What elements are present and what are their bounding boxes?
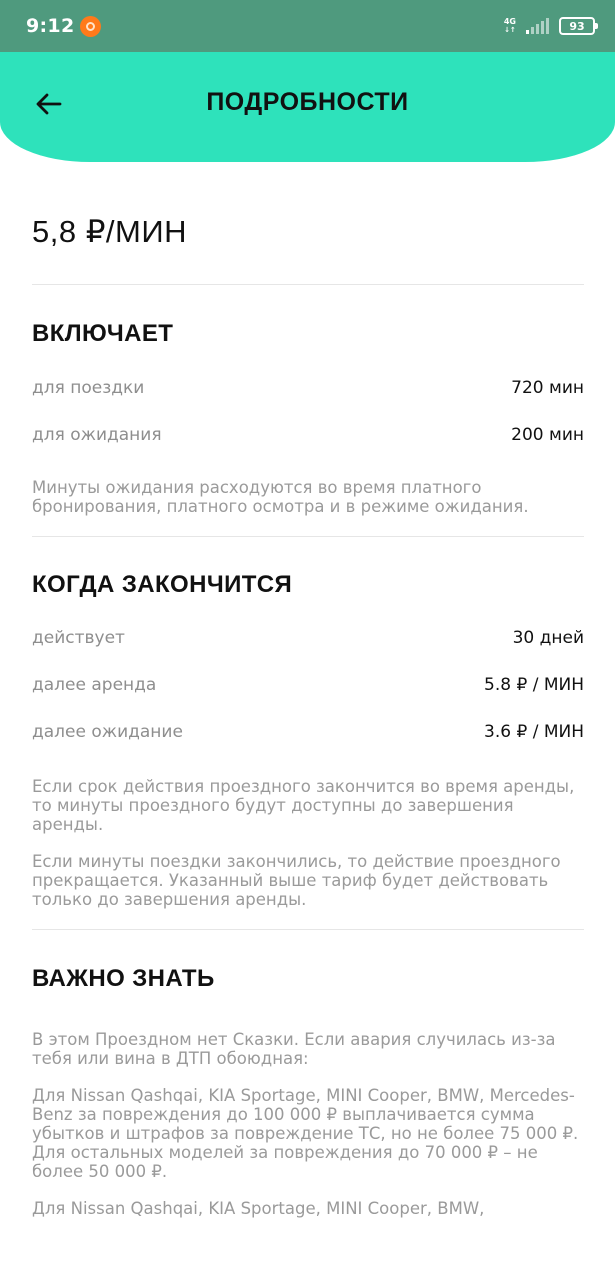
row-value: 5.8 ₽ / МИН [484,674,584,695]
header [0,52,615,162]
status-bar [0,0,615,52]
status-time: 9:12 [26,15,75,37]
expires-note-2: Если минуты поездки закончились, то действие проездного прекращается. Указанный выше тариф будет действовать только до завершения аренды. [32,852,561,909]
row-label: действует [32,627,125,648]
status-indicators [504,17,595,35]
includes-note: Минуты ожидания расходуются во время платного бронирования, платного осмотра и в режиме ожидания. [32,478,529,516]
includes-list [32,364,584,458]
row-rent-rate [32,661,584,708]
section-title-includes: ВКЛЮЧАЕТ [32,320,174,347]
row-trip-minutes [32,364,584,411]
row-label: для ожидания [32,424,162,445]
row-label: далее ожидание [32,721,183,742]
row-valid-period [32,614,584,661]
signal-icon [526,18,549,34]
section-title-important: ВАЖНО ЗНАТЬ [32,965,215,992]
important-note-2: Для Nissan Qashqai, KIA Sportage, MINI Cooper, BMW, Mercedes-Benz за повреждения до 100 000 ₽ выплачивается сумма убытков и штрафов за повреждение ТС, но не более 75 000 ₽. Для остальных моделей за повреждения до 70 000 ₽ – не более 50 000 ₽. [32,1086,579,1181]
row-value: 720 мин [511,377,584,398]
battery-level: 93 [569,19,585,33]
divider [32,536,584,537]
price-per-minute: 5,8 ₽/МИН [32,214,188,249]
section-title-expires: КОГДА ЗАКОНЧИТСЯ [32,571,293,598]
row-label: далее аренда [32,674,157,695]
row-value: 3.6 ₽ / МИН [484,721,584,742]
row-value: 30 дней [512,627,584,648]
notification-icon [80,16,101,37]
important-note-1: В этом Проездном нет Сказки. Если авария случилась из-за тебя или вина в ДТП обоюдная: [32,1030,556,1068]
row-wait-rate [32,708,584,755]
expires-list [32,614,584,755]
divider [32,284,584,285]
expires-note-1: Если срок действия проездного закончится во время аренды, то минуты проездного будут доступны до завершения аренды. [32,777,575,834]
page-title: ПОДРОБНОСТИ [206,88,409,116]
row-value: 200 мин [511,424,584,445]
divider [32,929,584,930]
battery-icon [559,17,595,35]
details-content [32,162,584,1218]
network-type: 4G ↓↑ [503,17,516,34]
row-wait-minutes [32,411,584,458]
important-note-3: Для Nissan Qashqai, KIA Sportage, MINI Cooper, BMW, [32,1199,485,1218]
row-label: для поездки [32,377,145,398]
